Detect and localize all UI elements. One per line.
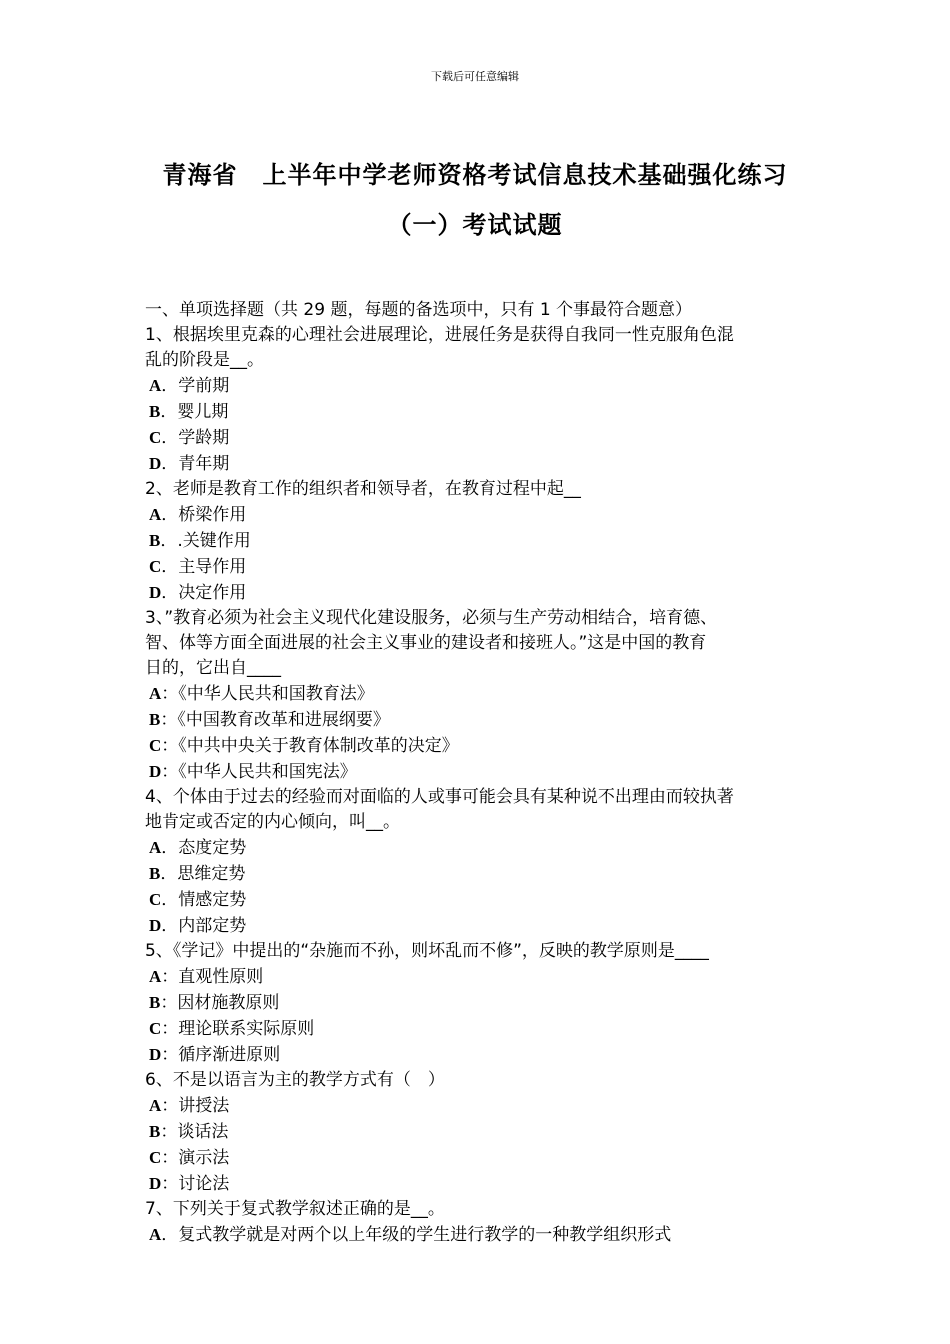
question-item	[145, 606, 815, 785]
option-letter: A	[149, 684, 162, 703]
option-separator: ．	[161, 1225, 179, 1245]
option-separator: ．	[160, 531, 178, 551]
option-letter: D	[149, 1174, 162, 1193]
option-letter: B	[149, 864, 161, 883]
option-text: 因材施教原则	[177, 993, 280, 1013]
option-text: 《中华人民共和国教育法》	[178, 684, 374, 704]
option-text: 《中华人民共和国宪法》	[178, 762, 357, 782]
option-separator: ：	[161, 1045, 179, 1065]
option-text: 婴儿期	[177, 402, 229, 422]
option-separator: ：	[161, 1096, 179, 1116]
answer-option	[145, 913, 815, 939]
answer-option	[145, 425, 815, 451]
question-list	[145, 323, 815, 1248]
answer-option	[145, 887, 815, 913]
answer-option	[145, 733, 815, 759]
option-separator: ：	[161, 736, 179, 756]
option-letter: C	[149, 557, 162, 576]
option-text: 学龄期	[178, 428, 230, 448]
answer-option	[145, 1222, 815, 1248]
option-letter: D	[149, 583, 162, 602]
option-separator: ：	[161, 684, 179, 704]
header-note: 下载后可任意编辑	[431, 70, 519, 83]
option-text: 态度定势	[178, 838, 247, 858]
option-separator: ．	[160, 864, 178, 884]
page-title-line1: 青海省 上半年中学老师资格考试信息技术基础强化练习	[162, 161, 788, 189]
option-text: 谈话法	[177, 1122, 229, 1142]
option-letter: A	[149, 505, 162, 524]
answer-option	[145, 707, 815, 733]
option-separator: ．	[161, 376, 179, 396]
question-text-line: 3、”教育必须为社会主义现代化建设服务，必须与生产劳动相结合，培育德、	[145, 608, 718, 628]
option-text: 复式教学就是对两个以上年级的学生进行教学的一种教学组织形式	[178, 1225, 672, 1245]
option-text: 演示法	[178, 1148, 230, 1168]
option-separator: ：	[160, 710, 178, 730]
option-separator: ．	[161, 916, 179, 936]
option-letter: D	[149, 1045, 162, 1064]
answer-option	[145, 1171, 815, 1197]
question-text-line: 7、下列关于复式教学叙述正确的是__。	[145, 1199, 445, 1219]
option-separator: ：	[161, 1174, 179, 1194]
option-letter: C	[149, 428, 162, 447]
question-item	[145, 477, 815, 606]
question-text-line: 乱的阶段是__。	[145, 350, 264, 370]
option-text: 主导作用	[178, 557, 247, 577]
question-item	[145, 323, 815, 477]
question-item	[145, 939, 815, 1068]
option-text: 桥梁作用	[178, 505, 247, 525]
option-text: 决定作用	[178, 583, 247, 603]
answer-option	[145, 759, 815, 785]
option-letter: A	[149, 1225, 162, 1244]
answer-option	[145, 399, 815, 425]
question-item	[145, 785, 815, 939]
answer-option	[145, 1093, 815, 1119]
option-letter: D	[149, 916, 162, 935]
section-heading: 一、单项选择题（共 29 题，每题的备选项中，只有 1 个事最符合题意）	[145, 300, 693, 320]
option-text: 循序渐进原则	[178, 1045, 281, 1065]
answer-option	[145, 964, 815, 990]
option-separator: ．	[161, 838, 179, 858]
option-text: 理论联系实际原则	[178, 1019, 315, 1039]
option-separator: ．	[161, 583, 179, 603]
option-letter: B	[149, 531, 161, 550]
option-separator: ：	[161, 1148, 179, 1168]
option-separator: ：	[160, 993, 178, 1013]
answer-option	[145, 861, 815, 887]
option-letter: A	[149, 376, 162, 395]
option-letter: C	[149, 890, 162, 909]
option-letter: A	[149, 967, 162, 986]
question-item	[145, 1197, 815, 1248]
option-text: 讨论法	[178, 1174, 230, 1194]
option-letter: B	[149, 710, 161, 729]
question-text-line: 2、老师是教育工作的组织者和领导者，在教育过程中起__	[145, 479, 581, 499]
answer-option	[145, 1145, 815, 1171]
option-text: 讲授法	[178, 1096, 230, 1116]
option-separator: ．	[161, 454, 179, 474]
answer-option	[145, 1042, 815, 1068]
answer-option	[145, 451, 815, 477]
answer-option	[145, 373, 815, 399]
answer-option	[145, 580, 815, 606]
answer-option	[145, 990, 815, 1016]
answer-option	[145, 554, 815, 580]
page-title-line2: （一）考试试题	[387, 211, 563, 239]
question-text-line: 智、体等方面全面进展的社会主义事业的建设者和接班人。”这是中国的教育	[145, 633, 707, 653]
question-item	[145, 1068, 815, 1197]
option-text: 思维定势	[177, 864, 246, 884]
question-text-line: 6、不是以语言为主的教学方式有（ ）	[145, 1070, 445, 1090]
option-separator: ．	[161, 505, 179, 525]
option-letter: C	[149, 1019, 162, 1038]
option-letter: C	[149, 1148, 162, 1167]
option-letter: A	[149, 838, 162, 857]
option-letter: D	[149, 762, 162, 781]
question-text-line: 4、个体由于过去的经验而对面临的人或事可能会具有某种说不出理由而较执著	[145, 787, 734, 807]
option-text: 内部定势	[178, 916, 247, 936]
answer-option	[145, 835, 815, 861]
option-letter: B	[149, 1122, 161, 1141]
option-text: 《中国教育改革和进展纲要》	[177, 710, 390, 730]
option-letter: D	[149, 454, 162, 473]
option-separator: ：	[161, 967, 179, 987]
option-separator: ．	[161, 890, 179, 910]
option-text: 《中共中央关于教育体制改革的决定》	[178, 736, 459, 756]
option-letter: A	[149, 1096, 162, 1115]
answer-option	[145, 502, 815, 528]
option-text: 直观性原则	[178, 967, 264, 987]
question-text-line: 日的，它出自____	[145, 658, 281, 678]
question-text-line: 地肯定或否定的内心倾向，叫__。	[145, 812, 400, 832]
option-separator: ．	[160, 402, 178, 422]
option-separator: ：	[161, 1019, 179, 1039]
question-text-line: 1、根据埃里克森的心理社会进展理论，进展任务是获得自我同一性克服角色混	[145, 325, 734, 345]
answer-option	[145, 1119, 815, 1145]
option-text: .关键作用	[177, 531, 251, 551]
option-text: 学前期	[178, 376, 230, 396]
option-letter: C	[149, 736, 162, 755]
answer-option	[145, 528, 815, 554]
option-separator: ．	[161, 428, 179, 448]
option-separator: ：	[161, 762, 179, 782]
option-text: 青年期	[178, 454, 230, 474]
option-letter: B	[149, 993, 161, 1012]
document-body	[145, 298, 815, 1248]
answer-option	[145, 681, 815, 707]
option-text: 情感定势	[178, 890, 247, 910]
option-separator: ：	[160, 1122, 178, 1142]
option-separator: ．	[161, 557, 179, 577]
option-letter: B	[149, 402, 161, 421]
question-text-line: 5、《学记》中提出的“杂施而不孙，则坏乱而不修”，反映的教学原则是____	[145, 941, 709, 961]
answer-option	[145, 1016, 815, 1042]
